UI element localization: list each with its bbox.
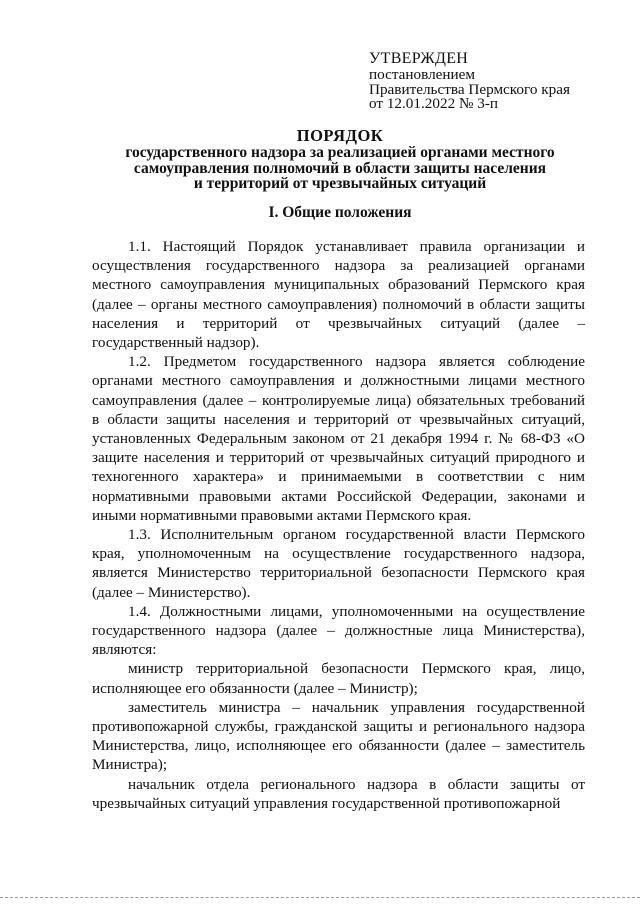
approval-date-line: от 12.01.2022 № 3-п [369, 95, 499, 113]
paragraph-1-4: 1.4. Должностными лицами, уполномоченными на осуществление государственного надзора (далее – должностные лица Министерства), являются: [92, 602, 585, 659]
approval-line: Правительства Пермского края [369, 80, 570, 98]
list-item-deputy-minister: заместитель министра – начальник управления государственной противопожарной службы, гражданской защиты и регионального надзора Министерства, лицо, исполняющее его обязанности (далее – заместитель Министра); [92, 698, 585, 774]
document-title: ПОРЯДОК [296, 126, 384, 145]
document-body [92, 237, 585, 813]
document-subtitle [90, 145, 590, 192]
approval-heading: УТВЕРЖДЕН [369, 50, 469, 67]
paragraph-1-1: 1.1. Настоящий Порядок устанавливает правила организации и осуществления государственного надзора за реализацией органами местного самоуправления муниципальных образований Пермского края (далее – органы местного самоуправления) полномочий в области защиты населения и территорий от чрезвычайных ситуаций (далее – государственный надзор). [92, 238, 585, 352]
list-item-minister: министр территориальной безопасности Пермского края, лицо, исполняющее его обязанности (далее – Министр); [92, 660, 585, 697]
subtitle-line: государственного надзора за реализацией органами местного [125, 144, 555, 161]
approval-line: постановлением [369, 66, 476, 83]
subtitle-line: самоуправления полномочий в области защиты населения [133, 159, 547, 177]
subtitle-line: и территорий от чрезвычайных ситуаций [193, 175, 487, 192]
scan-edge-divider [0, 897, 640, 899]
paragraph-1-2: 1.2. Предметом государственного надзора является соблюдение органами местного самоуправления и должностными лицами местного самоуправления (далее – контролируемые лица) обязательных требований в области защиты населения и территорий от чрезвычайных ситуаций, установленных Федеральным законом от 21 декабря 1994 г. № 68-ФЗ «О защите населения и территорий от чрезвычайных ситуаций природного и техногенного характера» и принимаемыми в соответствии с ним нормативными правовыми актами Российской Федерации, законами и иными нормативными правовыми актами Пермского края. [92, 353, 585, 524]
section-heading: I. Общие положения [268, 204, 412, 221]
paragraph-1-3: 1.3. Исполнительным органом государственной власти Пермского края, уполномоченным на осуществление государственного надзора, является Министерство территориальной безопасности Пермского края (далее – Министерство). [92, 526, 585, 601]
list-item-department-head: начальник отдела регионального надзора в области защиты от чрезвычайных ситуаций управления государственной противопожарной [92, 775, 585, 812]
approval-stamp [369, 50, 619, 112]
